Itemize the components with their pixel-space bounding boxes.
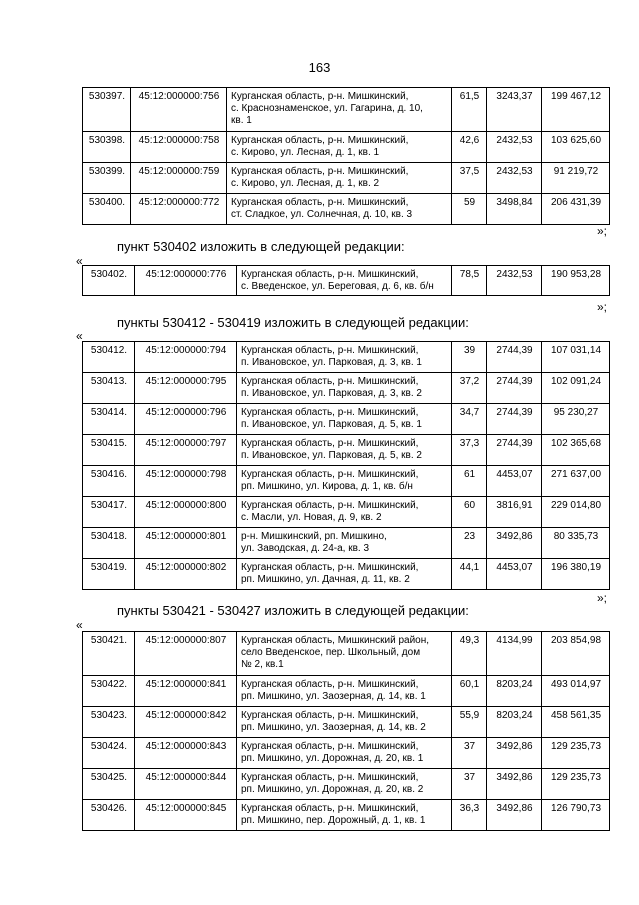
row-number-cell: 530399.: [83, 163, 131, 194]
row-number-cell: 530421.: [83, 632, 135, 676]
cadastral-number-cell: 45:12:000000:841: [135, 676, 237, 707]
area-cell: 59: [452, 194, 487, 225]
table-row: [83, 632, 610, 676]
row-number-cell: 530426.: [83, 800, 135, 831]
row-number-cell: 530402.: [83, 266, 135, 296]
cadastral-number-cell: 45:12:000000:798: [135, 466, 237, 497]
address-cell: Курганская область, р-н. Мишкинский, рп. Мишкино, ул. Дорожная, д. 20, кв. 1: [237, 738, 452, 769]
rate-cell: 2432,53: [487, 266, 542, 296]
cadastral-number-cell: 45:12:000000:797: [135, 435, 237, 466]
table-row: [83, 466, 610, 497]
table-530402: [82, 265, 610, 296]
address-cell: Курганская область, Мишкинский район, село Введенское, пер. Школьный, дом № 2, кв.1: [237, 632, 452, 676]
cadastral-number-cell: 45:12:000000:759: [131, 163, 227, 194]
rate-cell: 3492,86: [487, 738, 542, 769]
total-value-cell: 129 235,73: [542, 738, 610, 769]
rate-cell: 2744,39: [487, 342, 542, 373]
cadastral-number-cell: 45:12:000000:795: [135, 373, 237, 404]
address-cell: Курганская область, р-н. Мишкинский, п. Ивановское, ул. Парковая, д. 3, кв. 2: [237, 373, 452, 404]
rate-cell: 3492,86: [487, 769, 542, 800]
total-value-cell: 102 091,24: [542, 373, 610, 404]
cadastral-number-cell: 45:12:000000:758: [131, 132, 227, 163]
address-cell: Курганская область, р-н. Мишкинский, с. Кирово, ул. Лесная, д. 1, кв. 1: [227, 132, 452, 163]
table-row: [83, 676, 610, 707]
area-cell: 23: [452, 528, 487, 559]
table-530421-530426: [82, 631, 610, 831]
total-value-cell: 271 637,00: [542, 466, 610, 497]
table-row: [83, 769, 610, 800]
address-cell: Курганская область, р-н. Мишкинский, п. Ивановское, ул. Парковая, д. 3, кв. 1: [237, 342, 452, 373]
address-cell: Курганская область, р-н. Мишкинский, ст. Сладкое, ул. Солнечная, д. 10, кв. 3: [227, 194, 452, 225]
total-value-cell: 95 230,27: [542, 404, 610, 435]
row-number-cell: 530397.: [83, 88, 131, 132]
address-cell: Курганская область, р-н. Мишкинский, с. Введенское, ул. Береговая, д. 6, кв. б/н: [237, 266, 452, 296]
row-number-cell: 530415.: [83, 435, 135, 466]
cadastral-number-cell: 45:12:000000:844: [135, 769, 237, 800]
address-cell: Курганская область, р-н. Мишкинский, рп. Мишкино, ул. Кирова, д. 1, кв. б/н: [237, 466, 452, 497]
total-value-cell: 493 014,97: [542, 676, 610, 707]
address-cell: Курганская область, р-н. Мишкинский, рп. Мишкино, ул. Дачная, д. 11, кв. 2: [237, 559, 452, 590]
area-cell: 49,3: [452, 632, 487, 676]
opening-quote: «: [76, 618, 83, 632]
opening-quote: «: [76, 329, 83, 343]
table-row: [83, 88, 610, 132]
rate-cell: 2744,39: [487, 373, 542, 404]
row-number-cell: 530418.: [83, 528, 135, 559]
row-number-cell: 530423.: [83, 707, 135, 738]
address-cell: Курганская область, р-н. Мишкинский, с. Краснознаменское, ул. Гагарина, д. 10, кв. 1: [227, 88, 452, 132]
cadastral-number-cell: 45:12:000000:794: [135, 342, 237, 373]
table-row: [83, 132, 610, 163]
rate-cell: 3243,37: [487, 88, 542, 132]
row-number-cell: 530425.: [83, 769, 135, 800]
row-number-cell: 530414.: [83, 404, 135, 435]
table-row: [83, 404, 610, 435]
total-value-cell: 190 953,28: [542, 266, 610, 296]
table-530412-530419: [82, 341, 610, 590]
rate-cell: 2744,39: [487, 435, 542, 466]
cadastral-number-cell: 45:12:000000:796: [135, 404, 237, 435]
table-row: [83, 266, 610, 296]
total-value-cell: 103 625,60: [542, 132, 610, 163]
total-value-cell: 126 790,73: [542, 800, 610, 831]
table-row: [83, 528, 610, 559]
cadastral-number-cell: 45:12:000000:772: [131, 194, 227, 225]
rate-cell: 4453,07: [487, 559, 542, 590]
rate-cell: 8203,24: [487, 676, 542, 707]
total-value-cell: 206 431,39: [542, 194, 610, 225]
cadastral-number-cell: 45:12:000000:845: [135, 800, 237, 831]
area-cell: 37,2: [452, 373, 487, 404]
address-cell: Курганская область, р-н. Мишкинский, с. Масли, ул. Новая, д. 9, кв. 2: [237, 497, 452, 528]
paragraph-instruction: пункт 530402 изложить в следующей редакции:: [117, 239, 405, 254]
page-number: 163: [308, 60, 331, 75]
address-cell: Курганская область, р-н. Мишкинский, рп. Мишкино, ул. Дорожная, д. 20, кв. 2: [237, 769, 452, 800]
rate-cell: 3492,86: [487, 528, 542, 559]
table-row: [83, 373, 610, 404]
total-value-cell: 203 854,98: [542, 632, 610, 676]
table-530397-530400: [82, 87, 610, 225]
total-value-cell: 102 365,68: [542, 435, 610, 466]
row-number-cell: 530398.: [83, 132, 131, 163]
rate-cell: 4453,07: [487, 466, 542, 497]
opening-quote: «: [76, 254, 83, 268]
area-cell: 60,1: [452, 676, 487, 707]
rate-cell: 8203,24: [487, 707, 542, 738]
total-value-cell: 107 031,14: [542, 342, 610, 373]
area-cell: 39: [452, 342, 487, 373]
total-value-cell: 196 380,19: [542, 559, 610, 590]
total-value-cell: 229 014,80: [542, 497, 610, 528]
cadastral-number-cell: 45:12:000000:800: [135, 497, 237, 528]
row-number-cell: 530422.: [83, 676, 135, 707]
cadastral-number-cell: 45:12:000000:776: [135, 266, 237, 296]
closing-quote: »;: [597, 300, 608, 314]
address-cell: Курганская область, р-н. Мишкинский, рп. Мишкино, ул. Заозерная, д. 14, кв. 2: [237, 707, 452, 738]
row-number-cell: 530413.: [83, 373, 135, 404]
rate-cell: 3492,86: [487, 800, 542, 831]
area-cell: 34,7: [452, 404, 487, 435]
area-cell: 60: [452, 497, 487, 528]
area-cell: 36,3: [452, 800, 487, 831]
total-value-cell: 91 219,72: [542, 163, 610, 194]
total-value-cell: 80 335,73: [542, 528, 610, 559]
area-cell: 37: [452, 769, 487, 800]
area-cell: 44,1: [452, 559, 487, 590]
row-number-cell: 530417.: [83, 497, 135, 528]
cadastral-number-cell: 45:12:000000:801: [135, 528, 237, 559]
area-cell: 37,5: [452, 163, 487, 194]
rate-cell: 3498,84: [487, 194, 542, 225]
cadastral-number-cell: 45:12:000000:756: [131, 88, 227, 132]
address-cell: Курганская область, р-н. Мишкинский, рп. Мишкино, ул. Заозерная, д. 14, кв. 1: [237, 676, 452, 707]
row-number-cell: 530400.: [83, 194, 131, 225]
paragraph-instruction: пункты 530421 - 530427 изложить в следующей редакции:: [117, 603, 469, 618]
address-cell: р-н. Мишкинский, рп. Мишкино, ул. Заводская, д. 24-а, кв. 3: [237, 528, 452, 559]
table-row: [83, 707, 610, 738]
area-cell: 61,5: [452, 88, 487, 132]
address-cell: Курганская область, р-н. Мишкинский, п. Ивановское, ул. Парковая, д. 5, кв. 1: [237, 404, 452, 435]
row-number-cell: 530412.: [83, 342, 135, 373]
total-value-cell: 458 561,35: [542, 707, 610, 738]
closing-quote: »;: [597, 591, 608, 605]
area-cell: 37: [452, 738, 487, 769]
rate-cell: 4134,99: [487, 632, 542, 676]
rate-cell: 2432,53: [487, 163, 542, 194]
table-row: [83, 738, 610, 769]
table-row: [83, 559, 610, 590]
table-row: [83, 435, 610, 466]
area-cell: 78,5: [452, 266, 487, 296]
row-number-cell: 530419.: [83, 559, 135, 590]
cadastral-number-cell: 45:12:000000:843: [135, 738, 237, 769]
table-row: [83, 163, 610, 194]
rate-cell: 2432,53: [487, 132, 542, 163]
rate-cell: 2744,39: [487, 404, 542, 435]
closing-quote: »;: [597, 224, 608, 238]
address-cell: Курганская область, р-н. Мишкинский, п. Ивановское, ул. Парковая, д. 5, кв. 2: [237, 435, 452, 466]
area-cell: 42,6: [452, 132, 487, 163]
cadastral-number-cell: 45:12:000000:802: [135, 559, 237, 590]
area-cell: 37,3: [452, 435, 487, 466]
table-row: [83, 194, 610, 225]
address-cell: Курганская область, р-н. Мишкинский, с. Кирово, ул. Лесная, д. 1, кв. 2: [227, 163, 452, 194]
rate-cell: 3816,91: [487, 497, 542, 528]
area-cell: 55,9: [452, 707, 487, 738]
address-cell: Курганская область, р-н. Мишкинский, рп. Мишкино, пер. Дорожный, д. 1, кв. 1: [237, 800, 452, 831]
cadastral-number-cell: 45:12:000000:807: [135, 632, 237, 676]
area-cell: 61: [452, 466, 487, 497]
table-row: [83, 800, 610, 831]
total-value-cell: 199 467,12: [542, 88, 610, 132]
row-number-cell: 530416.: [83, 466, 135, 497]
paragraph-instruction: пункты 530412 - 530419 изложить в следующей редакции:: [117, 315, 469, 330]
table-row: [83, 497, 610, 528]
table-row: [83, 342, 610, 373]
cadastral-number-cell: 45:12:000000:842: [135, 707, 237, 738]
total-value-cell: 129 235,73: [542, 769, 610, 800]
row-number-cell: 530424.: [83, 738, 135, 769]
